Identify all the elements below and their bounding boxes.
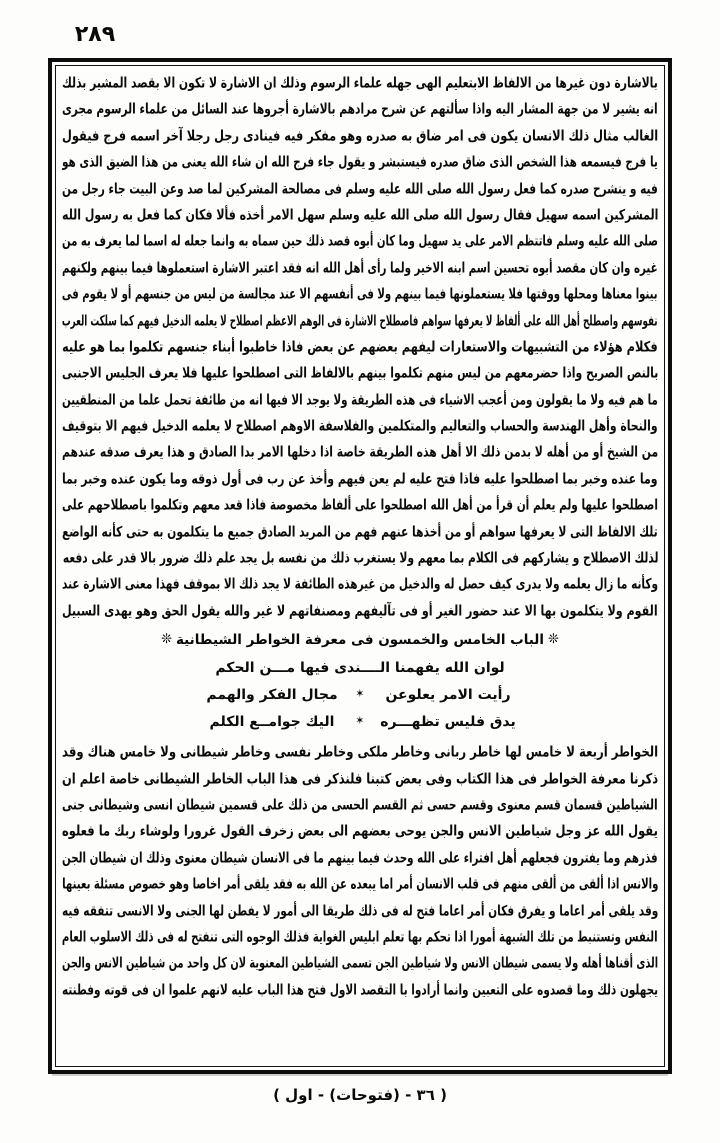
paragraph-after-verses [62,739,658,1003]
text-line-content: الغالب مثال ذلك الانسان يكون فى امر ضاق به صدره وهو مفكر فيه فينادى رجل رجلا آخر اسمه فرج فيقول [62,127,658,145]
verse-separator-ornament: ✶ [355,714,365,728]
verse-line [62,655,658,682]
text-line-content: بينوا معناها ومحلها ووقتها فلا يستعملونها فيما بينهم ولا فى أنفسهم الا عند مجالسة من ليس من جنسهم أو لا يقوم فى [62,285,658,303]
floret-ornament-right: ❊ [548,631,559,647]
folio-number: ٢٨٩ [74,22,116,47]
text-frame [48,58,672,1074]
text-line-content: اصطلحوا عليها ولم يعلم أن قرأ من أهل الله اصطلحوا على ألفاظ مخصوصة فاذا قعد معهم وتكلموا باصطلاحهم على [62,496,658,514]
text-column [62,70,658,1064]
text-line-content: فكلام هؤلاء من التشبيهات والاستعارات ليفهم بعضهم عن بعض فاذا خاطبوا أبناء جنسهم تكلموا بما هو عليه [62,338,658,356]
text-line-content: الخواطر أربعة لا خامس لها خاطر ربانى وخاطر ملكى وخاطر نفسى وخاطر شيطانى ولا خامس هناك وقد [62,743,658,761]
text-line-content: يجهلون ذلك وما قصدوه على التعبين وانما أرادوا با التقصد الاول فتح هذا الباب عليه لانهم علموا ان فى قوته وفطنته [62,981,658,998]
verse-line [62,682,658,709]
text-line-content: النفس وتستنبط من تلك الشبهة أمورا اذا تحكم بها تعلم ابليس الغواية فذلك الوجوه التى تنفتح له فى ذلك الاسلوب العام [62,928,658,946]
text-line-content: نفوسهم واصطلح أهل الله على ألفاظ لا يعرفها سواهم فاصطلاح الاشارة فى الوهم الاعظم اصطلاح لا يعلمه الدخيل فيهم كما سلكت العرب [62,312,658,329]
text-line-content: لذلك الاصطلاح و يشاركهم فى الكلام بما معهم ولا يستغرب ذلك من نفسه بل يجد علم ذلك ضرور بالا قدر على دفعه [62,549,658,567]
text-line-content: فذرهم وما يفترون فجعلهم أهل افتراء على الله وحدث فيما بينهم ما فى الانسان شيطان معنوى وذلك ان شيطان الجن [62,849,658,866]
frame-baseline-rule [52,1074,668,1076]
text-line-content: القوم ولا يتكلمون بها الا عند حضور الغير أو فى تآليفهم ومصنفاتهم لا غير والله يقول الحق وهو يهدى السبيل [62,602,658,620]
text-line-content: صلى الله عليه وسلم فاتتظم الامر على يد سهيل وما كان أبوه قصد ذلك حين سماه به وانما جعله له اسما لما يعرف به من [62,233,658,250]
text-line [62,595,658,626]
text-line-content: المشركين اسمه سهيل فقال رسول الله صلى الله عليه وسلم سهل الامر أخذه فألا فكان كما فعل به رسول الله [62,206,658,224]
verse-hemistich-left: اليك جوامــع الكلم [209,714,335,731]
text-line-content: ذكرنا معرفة الخواطر فى هذا الكتاب وفى بعض كتبنا فلنذكر فى هذا الباب الخاطر الشيطانى خاصة اعلم ان [62,770,658,787]
text-line-content: يقول الله عز وجل شياطين الانس والجن يوحى بعضهم الى بعض زخرف القول غرورا ولوشاء ربك ما فعلوه [62,823,658,840]
verse-block [62,655,658,736]
text-line-content: وكأنه ما زال يعلمه ولا يدرى كيف حصل له والدخيل من غيرهذه الطائفة لا يجد ذلك الا بموقف فهذا معنى الاشارة عند [62,576,658,593]
text-line-content: يا فرج فيسمعه هذا الشخص الذى ضاق صدره فيستبشر و يقول جاء فرج الله ان شاء الله يعنى من هذا الضيق الذى هو [62,153,658,171]
verse-separator-ornament: ✶ [355,687,365,701]
chapter-heading [62,626,658,654]
text-line-content: بالنص الصريح واذا حضرمعهم من ليس منهم تكلموا بينهم بالالفاظ التى اصطلحوا عليها فلا يعرف الجليس الاجنبى [62,365,658,382]
verse-hemistich-left: مجال الفكر والهمم [206,687,338,704]
text-line-content: فيه و ينشرح صدره كما فعل رسول الله صلى الله عليه وسلم فى مصالحة المشركين لما صد وعن البيت جاء رجل من [62,180,658,197]
text-line-content: الشياطين قسمان قسم معنوى وقسم حسى ثم القسم الحسى من ذلك على قسمين شيطان انسى وشيطانى جنى [62,796,658,814]
text-line-content: انه يشير لا من جهة المشار اليه واذا سألتهم عن شرح مرادهم بالاشارة أجروها عند السائل من علماء الرسوم مجرى [62,101,658,118]
text-line-content: من الشيخ أو من أهله لا بدمن ذلك الا أهل هذه الطريقة خاصة اذا دخلها الامر بدا الصادق و هذا يعرف صدقه عندهم [62,444,658,461]
text-line [62,974,658,1005]
paragraph-before-heading [62,70,658,624]
verse-line [62,709,658,736]
text-line-content: تلك الالفاظ التى لا يعرفها سواهم أو من أخذها عنهم فهم من المريد الصادق جميع ما يتكلمون به حتى كأنه الواضع [62,523,658,540]
verse-hemistich-right: رأيت الامر يعلوعن [385,687,511,704]
footer-signature: ( ٣٦ - (فتوحات) - اول ) [273,1086,447,1104]
text-line-content: والانس اذا ألقى من ألقى منهم فى قلب الانسان أمر اما يبعده عن الله به فقد يلقى أمر اخاصا وهو خصوص مسئلة بعينها [62,875,658,893]
chapter-heading-text: الباب الخامس والخمسون فى معرفة الخواطر الشيطانية [175,632,545,649]
text-line-content: بالاشارة دون غيرها من الالفاظ الابتعليم الهى جهله علماء الرسوم وذلك ان الاشارة لا تكون الا بقصد المشير بذلك [62,74,658,92]
verse-hemistich-right: يدق فليس تظهـــره [380,714,516,731]
text-line-content: والنحاة وأهل الهندسة والحساب والتعاليم والمتكلمين والفلاسفة الاوهم اصطلاح لا يعلمه الدخيل فيهم الا بتوقيف [62,417,658,435]
text-line-content: وما عنده وخبر بما اصطلحوا عليه فاذا فتح عليه لم يعن فيهم وأخذ عن رب فى أول ذوقه وما يكون عنده وخبر بما [62,470,658,488]
text-line-content: غيره وان كان مقصد أبوه تحسين اسم ابنه الاخير ولما رأى أهل الله انه فقد اعتبر الاشارة استعملوها فيما بينهم ولكنهم [62,259,658,276]
verse-hemistich-right: لوان الله يفهمنا الــــندى فيها مـــن الحكم [215,660,505,677]
text-line-content: وقد يلقى أمر اعاما و يفرق فكان أمر اعاما فتح له فى ذلك طريقا الى أمور لا يفطن لها الجنى ولا الانسى تتفقه فيه [62,902,658,919]
floret-ornament-left: ❊ [161,631,172,647]
text-line-content: الذى أقناها أهله ولا يسمى شيطان الانس ولا شياطين الجن تسمى الشياطين المعنوية لان كل واحد من شياطين الانس والجن [62,955,658,972]
text-line-content: ما هم فيه ولا ما يقولون ومن أعجب الاشياء فى هذه الطريقة ولا يوجد الا فيها انه من طائفة تحمل علما من المنطقيين [62,391,658,408]
